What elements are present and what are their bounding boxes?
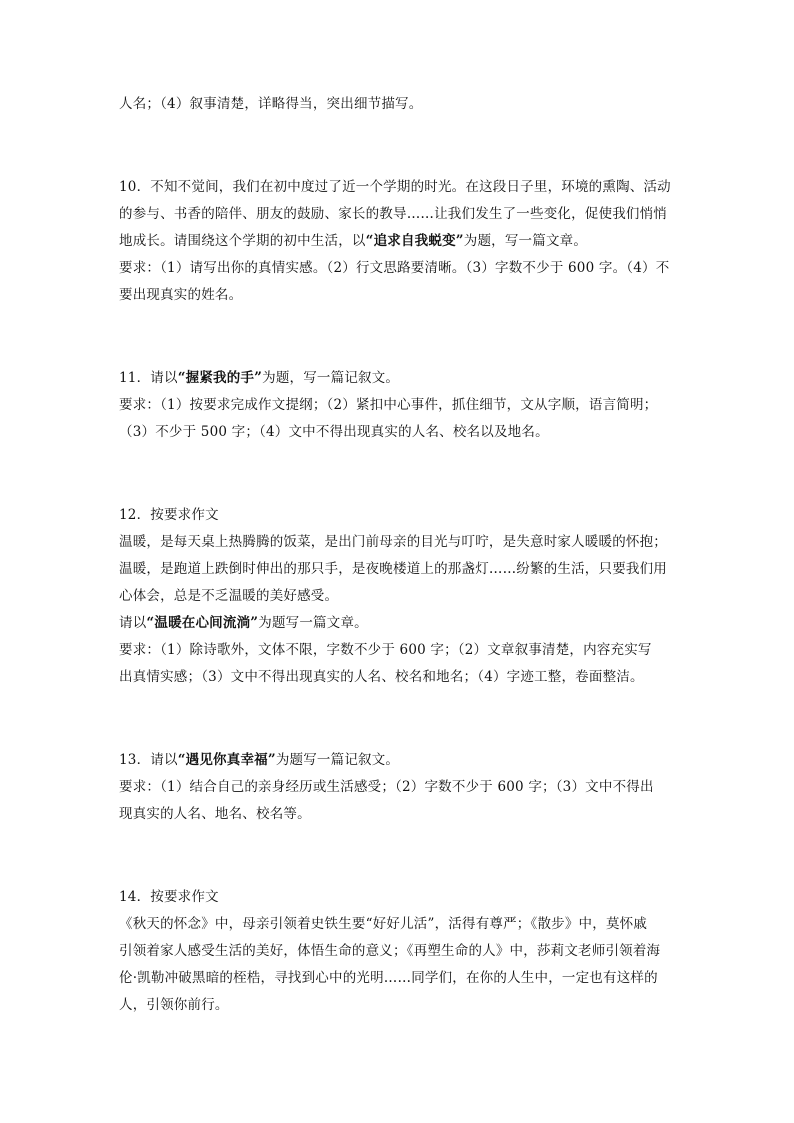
q14-line-2: 《秋天的怀念》中，母亲引领着史铁生要“好好儿活”，活得有尊严；《散步》中，莫怀戚 — [119, 916, 648, 932]
q11-essay-title: “握紧我的手” — [177, 370, 263, 386]
q10-requirement-1: 要求：（1）请写出你的真情实感。（2）行文思路要清晰。（3）字数不少于 600 字。（4）不 — [119, 260, 670, 276]
q11-requirement-1: 要求：（1）按要求完成作文提纲；（2）紧扣中心事件，抓住细节，文从字顺，语言简明； — [119, 397, 658, 413]
q12-line-1: 12．按要求作文 — [119, 507, 219, 523]
q13-requirement-1: 要求：（1）结合自己的亲身经历或生活感受；（2）字数不少于 600 字；（3）文中不得出 — [119, 779, 654, 795]
q12-line-4: 心体会，总是不乏温暖的美好感受。 — [119, 588, 339, 604]
q12-line-3: 温暖，是跑道上跌倒时伸出的那只手，是夜晚楼道上的那盏灯……纷繁的生活，只要我们用 — [119, 561, 667, 577]
q14-line-1: 14．按要求作文 — [119, 889, 219, 905]
q10-requirement-2: 要出现真实的姓名。 — [119, 287, 243, 303]
q12-requirement-1: 要求：（1）除诗歌外，文体不限，字数不少于 600 字；（2）文章叙事清楚，内容充实写 — [119, 642, 652, 658]
q12-line-5-post: 为题写一篇文章。 — [258, 615, 368, 631]
q13-line-1 — [119, 750, 679, 770]
q14-line-3: 引领着家人感受生活的美好，体悟生命的意义；《再塑生命的人》中，莎莉文老师引领着海 — [119, 943, 661, 959]
q10-line-1: 10．不知不觉间，我们在初中度过了近一个学期的时光。在这段日子里，环境的熏陶、活动 — [119, 179, 671, 195]
q10-line-2: 的参与、书香的陪伴、朋友的鼓励、家长的教导……让我们发生了一些变化，促使我们悄悄 — [119, 206, 667, 222]
q13-requirement-2: 现真实的人名、地名、校名等。 — [119, 806, 311, 822]
q10-line-3-post: 为题，写一篇文章。 — [463, 233, 588, 249]
q13-essay-title: “遇见你真幸福” — [177, 752, 276, 768]
intro-line: 人名；（4）叙事清楚，详略得当，突出细节描写。 — [119, 96, 423, 112]
q14-line-4: 伦·凯勒冲破黑暗的桎梏，寻找到心中的光明……同学们，在你的人生中，一定也有这样的 — [119, 970, 658, 986]
q12-line-5-pre: 请以 — [119, 615, 147, 631]
q11-line-1-post: 为题，写一篇记叙文。 — [262, 370, 400, 386]
q11-requirement-2: （3）不少于 500 字；（4）文中不得出现真实的人名、校名以及地名。 — [119, 424, 549, 440]
q13-line-1-post: 为题写一篇记叙文。 — [275, 752, 400, 768]
q12-line-2: 温暖，是每天桌上热腾腾的饭菜，是出门前母亲的目光与叮咛，是失意时家人暖暖的怀抱； — [119, 534, 667, 550]
q10-line-3-pre: 地成长。请围绕这个学期的初中生活，以 — [119, 233, 366, 249]
q12-line-5 — [119, 613, 679, 633]
q11-line-1-pre: 11．请以 — [119, 370, 178, 386]
q12-requirement-2: 出真情实感；（3）文中不得出现真实的人名、校名和地名；（4）字迹工整，卷面整洁。 — [119, 669, 644, 685]
q11-line-1 — [119, 368, 679, 388]
q12-essay-title: “温暖在心间流淌” — [146, 615, 259, 631]
q10-line-3 — [119, 231, 679, 251]
q14-line-5: 人，引领你前行。 — [119, 997, 229, 1013]
q10-essay-title: “追求自我蜕变” — [365, 233, 464, 249]
q13-line-1-pre: 13．请以 — [119, 752, 178, 768]
